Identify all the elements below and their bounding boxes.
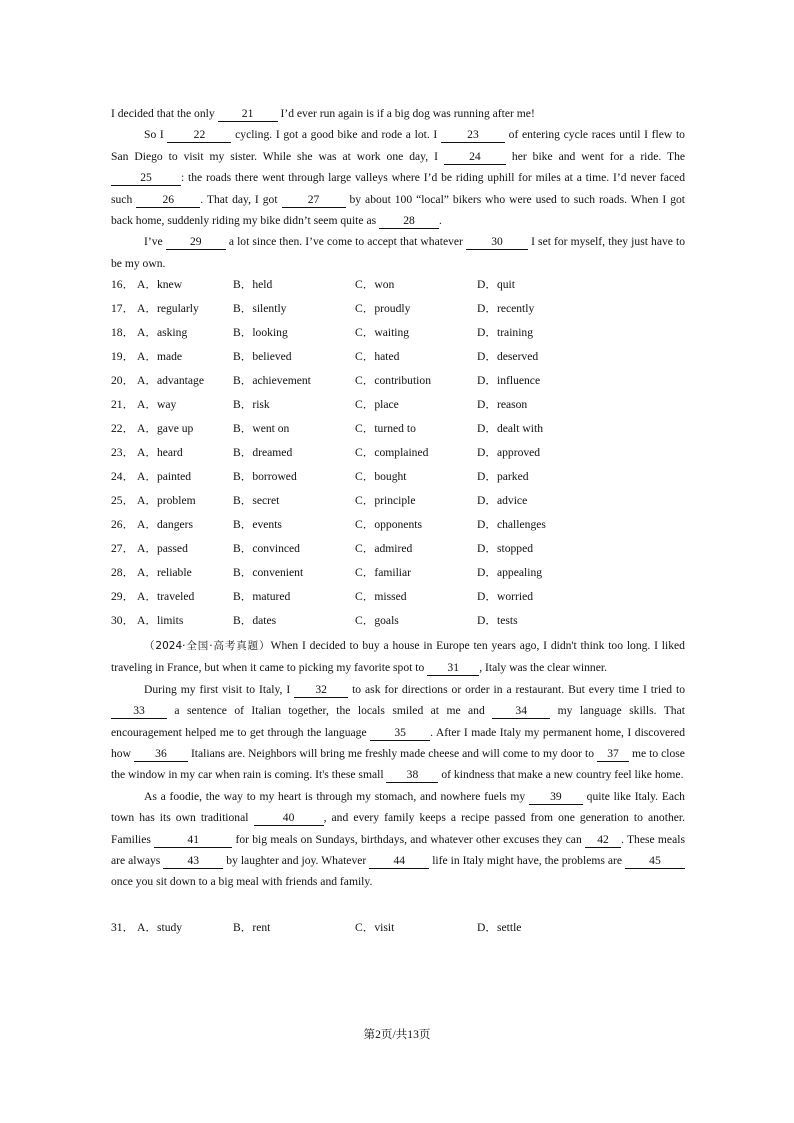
option-b[interactable]: B．silently	[233, 302, 287, 315]
option-c[interactable]: C．opponents	[355, 518, 422, 531]
option-c[interactable]: C．place	[355, 398, 399, 411]
text-run: : the roads there went through large valleys where I’d be riding uphill for miles at a time. I’d never faced such	[111, 171, 685, 206]
blank-28: 28	[379, 214, 439, 229]
option-b[interactable]: B．rent	[233, 921, 271, 934]
text-run: , and every family keeps a recipe passed from one generation to another. Families	[111, 811, 686, 846]
option-a[interactable]: A．painted	[137, 470, 192, 483]
option-c[interactable]: C．bought	[355, 470, 407, 483]
option-d[interactable]: D．challenges	[477, 518, 546, 531]
text-run: During my first visit to Italy, I	[144, 682, 291, 696]
option-row	[111, 369, 685, 393]
blank-23: 23	[441, 128, 505, 143]
paragraph	[111, 679, 685, 786]
option-c[interactable]: C．hated	[355, 350, 400, 363]
paragraph	[111, 635, 685, 679]
option-b[interactable]: B．convenient	[233, 566, 304, 579]
text-run: . These meals are always	[111, 832, 685, 868]
option-a[interactable]: A．knew	[137, 278, 183, 291]
option-row	[111, 321, 685, 345]
blank-21: 21	[218, 107, 278, 122]
text-run: I’d ever run again is if a big dog was running after me!	[280, 107, 535, 120]
blank-22: 22	[167, 128, 231, 143]
text-run: a sentence of Italian together, the locals smiled at me and	[174, 704, 485, 718]
option-row	[111, 489, 685, 513]
blank-38: 38	[386, 768, 438, 783]
question-number: 30．	[111, 614, 135, 627]
blank-33: 33	[111, 704, 167, 719]
question-number: 18．	[111, 326, 135, 339]
option-d[interactable]: D．influence	[477, 374, 541, 387]
blank-44: 44	[369, 854, 429, 869]
option-b[interactable]: B．dreamed	[233, 446, 293, 459]
text-run: me to close the window in my car when rain is coming. It's these small	[111, 747, 685, 782]
blank-37: 37	[597, 747, 629, 762]
option-row	[111, 537, 685, 561]
text-run: , Italy was the clear winner.	[479, 661, 607, 675]
option-b[interactable]: B．convinced	[233, 542, 300, 555]
text-run: . After I made Italy my permanent home, I discovered how	[111, 725, 685, 761]
options-list-2	[111, 916, 685, 940]
text-run: to ask for directions or order in a restaurant. But every time I tried to	[352, 682, 685, 696]
option-d[interactable]: D．training	[477, 326, 534, 339]
option-d[interactable]: D．approved	[477, 446, 541, 459]
option-row	[111, 345, 685, 369]
text-run: of entering cycle races until I flew to San Diego to visit my sister. While she was at work one day, I	[111, 128, 685, 163]
option-a[interactable]: A．heard	[137, 446, 183, 459]
option-d[interactable]: D．quit	[477, 278, 516, 291]
option-c[interactable]: C．won	[355, 278, 395, 291]
option-d[interactable]: D．reason	[477, 398, 528, 411]
option-row	[111, 393, 685, 417]
question-number: 27．	[111, 542, 135, 555]
option-a[interactable]: A．reliable	[137, 566, 192, 579]
question-number: 25．	[111, 494, 135, 507]
option-c[interactable]: C．admired	[355, 542, 413, 555]
option-c[interactable]: C．goals	[355, 614, 399, 627]
option-b[interactable]: B．dates	[233, 614, 277, 627]
text-run: As a foodie, the way to my heart is through my stomach, and nowhere fuels my	[144, 789, 526, 803]
option-b[interactable]: B．risk	[233, 398, 270, 411]
blank-45: 45	[625, 854, 685, 869]
text-run: a lot since then. I’ve come to accept that whatever	[228, 235, 463, 249]
option-d[interactable]: D．settle	[477, 921, 522, 934]
option-b[interactable]: B．went on	[233, 422, 290, 435]
option-row	[111, 609, 685, 633]
option-d[interactable]: D．appealing	[477, 566, 543, 579]
option-c[interactable]: C．complained	[355, 446, 429, 459]
option-b[interactable]: B．borrowed	[233, 470, 297, 483]
option-a[interactable]: A．limits	[137, 614, 184, 627]
text-run: . That day, I got	[200, 192, 278, 206]
blank-30: 30	[466, 235, 528, 250]
option-row	[111, 465, 685, 489]
blank-34: 34	[492, 704, 550, 719]
text-run: Italians are. Neighbors will bring me freshly made cheese and will come to my door to	[190, 747, 595, 761]
paragraph	[111, 103, 685, 124]
option-row	[111, 916, 685, 940]
text-run: When I decided to buy a house in Europe ten years ago, I didn't think too long. I liked traveling in France, but when it came to picking my favorite spot to	[111, 639, 685, 675]
blank-25: 25	[111, 171, 181, 186]
option-row	[111, 513, 685, 537]
blank-39: 39	[529, 790, 583, 805]
text-run: of kindness that make a new country feel like home.	[441, 768, 684, 782]
page-footer: 第2页/共13页	[363, 1028, 431, 1041]
passage-1	[111, 103, 685, 274]
option-a[interactable]: A．gave up	[137, 422, 194, 435]
option-b[interactable]: B．believed	[233, 350, 292, 363]
text-run: once you sit down to a big meal with friends and family.	[111, 875, 373, 889]
paragraph	[111, 124, 685, 231]
option-d[interactable]: D．parked	[477, 470, 529, 483]
text-run: my language skills. That encouragement helped me to get through the language	[111, 704, 685, 739]
question-number: 17．	[111, 302, 135, 315]
blank-24: 24	[444, 150, 506, 165]
blank-35: 35	[370, 726, 430, 741]
source-tag: （2024·全国·高考真题）	[144, 640, 271, 652]
option-a[interactable]: A．problem	[137, 494, 196, 507]
option-a[interactable]: A．regularly	[137, 302, 199, 315]
paragraph	[111, 786, 685, 893]
blank-32: 32	[294, 683, 348, 698]
option-a[interactable]: A．asking	[137, 326, 188, 339]
option-d[interactable]: D．recently	[477, 302, 535, 315]
blank-36: 36	[134, 747, 188, 762]
question-number: 23．	[111, 446, 135, 459]
option-d[interactable]: D．dealt with	[477, 422, 544, 435]
option-c[interactable]: C．missed	[355, 590, 407, 603]
option-a[interactable]: A．made	[137, 350, 183, 363]
option-b[interactable]: B．secret	[233, 494, 280, 507]
option-c[interactable]: C．principle	[355, 494, 416, 507]
option-c[interactable]: C．waiting	[355, 326, 410, 339]
option-b[interactable]: B．events	[233, 518, 282, 531]
option-b[interactable]: B．achievement	[233, 374, 311, 387]
blank-41: 41	[154, 833, 232, 848]
option-d[interactable]: D．deserved	[477, 350, 539, 363]
question-number: 20．	[111, 374, 135, 387]
option-row	[111, 561, 685, 585]
blank-27: 27	[282, 193, 346, 208]
blank-40: 40	[254, 811, 324, 826]
question-number: 21．	[111, 398, 135, 411]
question-number: 31．	[111, 921, 135, 934]
option-row	[111, 585, 685, 609]
question-number: 16．	[111, 278, 135, 291]
blank-29: 29	[166, 235, 226, 250]
text-run: I set for myself, they just have to be my own.	[111, 235, 686, 270]
text-run: her bike and went for a ride. The	[511, 149, 686, 163]
blank-26: 26	[136, 193, 200, 208]
option-d[interactable]: D．worried	[477, 590, 534, 603]
option-b[interactable]: B．held	[233, 278, 273, 291]
text-run: life in Italy might have, the problems are	[432, 854, 622, 868]
blank-31: 31	[427, 661, 479, 676]
option-a[interactable]: A．advantage	[137, 374, 204, 387]
text-run: .	[439, 214, 442, 228]
text-run: I decided that the only	[111, 107, 215, 120]
option-row	[111, 297, 685, 321]
option-row	[111, 273, 685, 297]
option-a[interactable]: A．dangers	[137, 518, 194, 531]
option-c[interactable]: C．proudly	[355, 302, 411, 315]
option-d[interactable]: D．tests	[477, 614, 518, 627]
text-run: by about 100 “local” bikers who were used to such roads. When I got back home, suddenly riding my bike didn’t seem quite as	[111, 192, 686, 228]
option-a[interactable]: A．passed	[137, 542, 188, 555]
question-number: 24．	[111, 470, 135, 483]
blank-42: 42	[585, 833, 621, 848]
passage-2	[111, 635, 685, 893]
question-number: 26．	[111, 518, 135, 531]
text-run: I’ve	[144, 235, 163, 249]
option-c[interactable]: C．contribution	[355, 374, 431, 387]
text-run: quite like Italy. Each town has its own traditional	[111, 789, 685, 825]
option-c[interactable]: C．visit	[355, 921, 395, 934]
options-list-1	[111, 273, 685, 633]
text-run: for big meals on Sundays, birthdays, and whatever other excuses they can	[235, 832, 582, 846]
option-c[interactable]: C．familiar	[355, 566, 412, 579]
question-number: 29．	[111, 590, 135, 603]
paragraph	[111, 231, 685, 274]
option-b[interactable]: B．matured	[233, 590, 291, 603]
question-number: 28．	[111, 566, 135, 579]
option-a[interactable]: A．way	[137, 398, 177, 411]
text-run: cycling. I got a good bike and rode a lot. I	[235, 128, 438, 142]
option-d[interactable]: D．advice	[477, 494, 528, 507]
option-row	[111, 441, 685, 465]
option-c[interactable]: C．turned to	[355, 422, 416, 435]
question-number: 22．	[111, 422, 135, 435]
option-d[interactable]: D．stopped	[477, 542, 534, 555]
text-run: So I	[144, 128, 164, 142]
option-a[interactable]: A．traveled	[137, 590, 195, 603]
option-row	[111, 417, 685, 441]
blank-43: 43	[163, 854, 223, 869]
question-number: 19．	[111, 350, 135, 363]
text-run: by laughter and joy. Whatever	[226, 854, 367, 868]
option-a[interactable]: A．study	[137, 921, 183, 934]
option-b[interactable]: B．looking	[233, 326, 288, 339]
